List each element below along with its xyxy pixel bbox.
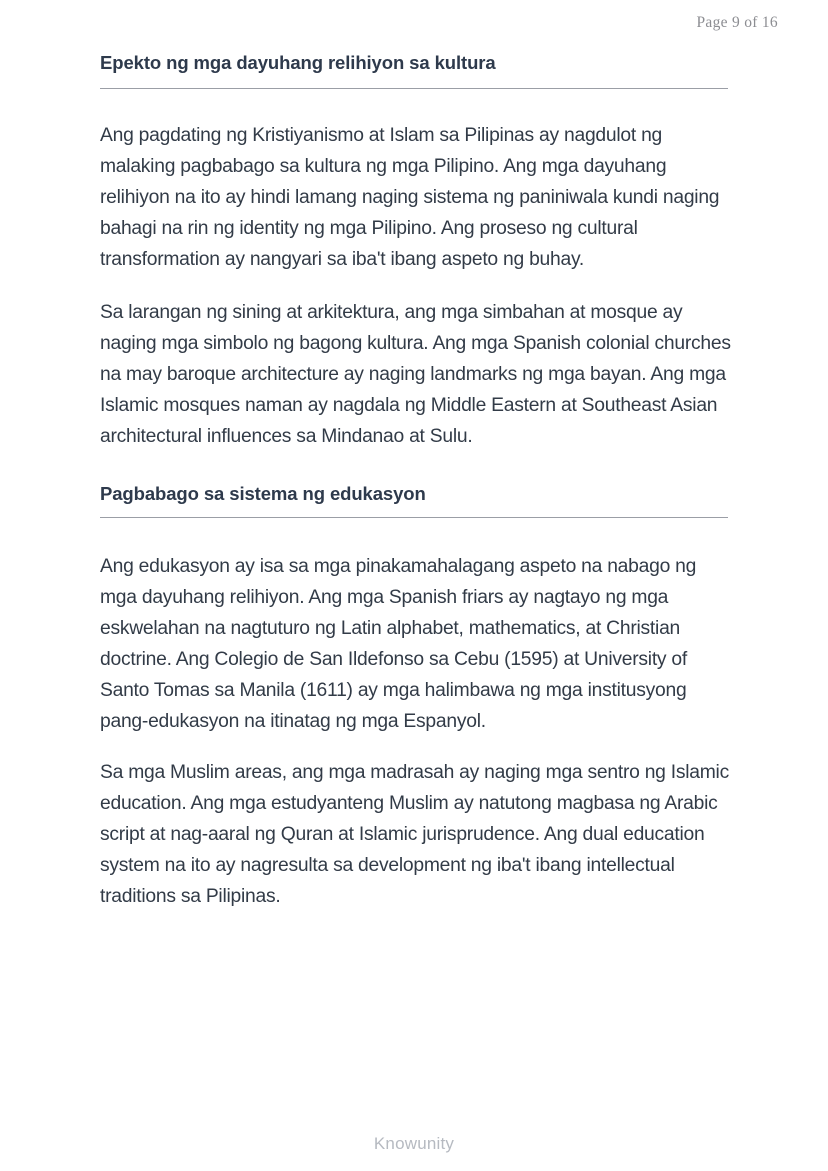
heading-divider bbox=[100, 517, 728, 518]
heading-divider bbox=[100, 88, 728, 89]
section-heading-pagbabago: Pagbabago sa sistema ng edukasyon bbox=[100, 483, 426, 504]
paragraph: Ang pagdating ng Kristiyanismo at Islam sa Pilipinas ay nagdulot ng malaking pagbabago sa kultura ng mga Pilipino. Ang mga dayuhang relihiyon na ito ay hindi lamang naging sistema ng paniniwala kundi naging bahagi na rin ng identity ng mga Pilipino. Ang proseso ng cultural transformation ay nangyari sa iba't ibang aspeto ng buhay. bbox=[100, 125, 720, 270]
brand-watermark: Knowunity bbox=[373, 1134, 455, 1153]
paragraph: Sa larangan ng sining at arkitektura, ang mga simbahan at mosque ay naging mga simbolo ng bagong kultura. Ang mga Spanish colonial churches na may baroque architecture ay naging landmarks ng mga bayan. Ang mga Islamic mosques naman ay nagdala ng Middle Eastern at Southeast Asian architectural influences sa Mindanao at Sulu. bbox=[100, 302, 731, 447]
paragraph: Ang edukasyon ay isa sa mga pinakamahalagang aspeto na nabago ng mga dayuhang relihiyon. Ang mga Spanish friars ay nagtayo ng mga eskwelahan na nagtuturo ng Latin alphabet, mathematics, at Christian doctrine. Ang Colegio de San Ildefonso sa Cebu (1595) at University of Santo Tomas sa Manila (1611) ay mga halimbawa ng mga institusyong pang-edukasyon na itinatag ng mga Espanyol. bbox=[100, 556, 697, 732]
paragraph: Sa mga Muslim areas, ang mga madrasah ay naging mga sentro ng Islamic education. Ang mga estudyanteng Muslim ay natutong magbasa ng Arabic script at nag-aaral ng Quran at Islamic jurisprudence. Ang dual education system na ito ay nagresulta sa development ng iba't ibang intellectual traditions sa Pilipinas. bbox=[100, 762, 729, 907]
page-number-indicator: Page 9 of 16 bbox=[696, 14, 778, 31]
section-heading-epekto: Epekto ng mga dayuhang relihiyon sa kultura bbox=[100, 52, 496, 73]
